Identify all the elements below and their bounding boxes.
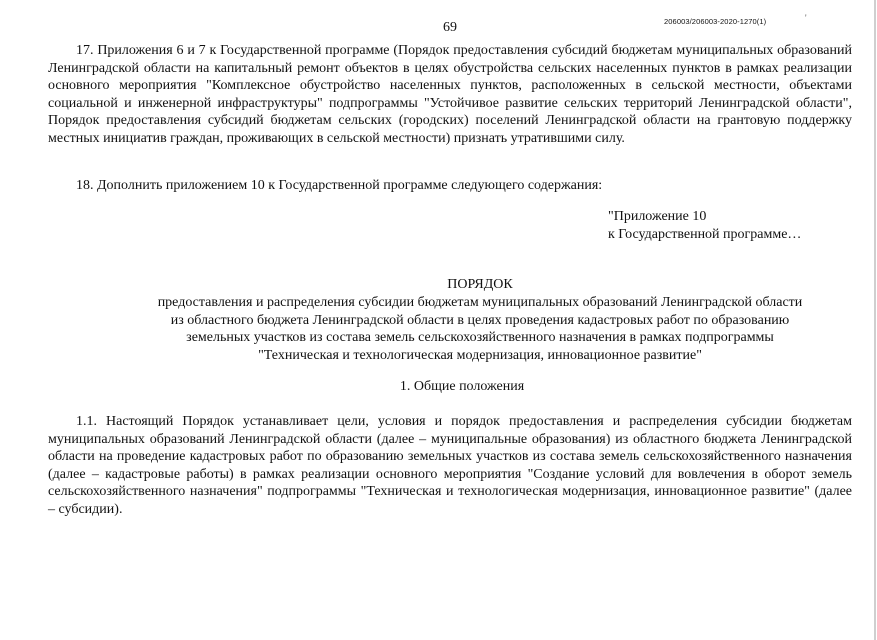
appendix-line-1: "Приложение 10 [608,209,707,224]
order-subtitle [80,294,877,364]
appendix-line-2: к Государственной программе… [608,226,802,242]
paragraph-18: 18. Дополнить приложением 10 к Государственной программе следующего содержания: [76,178,603,193]
page-number: 69 [443,20,457,35]
order-title: ПОРЯДОК [447,277,513,292]
order-subtitle-line: из областного бюджета Ленинградской области в целях проведения кадастровых работ по образованию [170,312,790,328]
order-subtitle-line: предоставления и распределения субсидии бюджетам муниципальных образований Ленинградской области [157,295,803,310]
order-subtitle-line: земельных участков из состава земель сельскохозяйственного назначения в рамках подпрограммы [186,330,774,346]
paragraph-1-1: 1.1. Настоящий Порядок устанавливает цели, условия и порядок предоставления и распределения субсидии бюджетам муниципальных образований Ленинградской области (далее – муниципальные образования) из областного бюджета Ленинградской области на проведение кадастровых работ по образованию земельных участков из состава земель сельскохозяйственного назначения (далее – кадастровые работы) в рамках реализации основного мероприятия "Создание условий для вовлечения в оборот земель сельскохозяйственного назначения" подпрограммы "Техническая и технологическая модернизация, инновационное развитие" (далее – субсидии). [48,414,852,517]
order-subtitle-line: "Техническая и технологическая модернизация, инновационное развитие" [258,347,702,363]
section-heading: 1. Общие положения [399,379,525,394]
document-code: 206003/206003-2020-1270(1) [664,17,767,26]
appendix-reference [608,208,801,243]
tick-mark: ' [805,13,807,23]
paragraph-17: 17. Приложения 6 и 7 к Государственной программе (Порядок предоставления субсидий бюджетам муниципальных образований Ленинградской области на капитальный ремонт объектов в целях обустройства сельских населенных пунктов в рамках реализации основного мероприятия "Комплексное обустройство населенных пунктов, расположенных в сельской местности, объектами социальной и инженерной инфраструктуры" подпрограммы "Устойчивое развитие сельских территорий Ленинградской области", Порядок предоставления субсидий бюджетам сельских (городских) поселений Ленинградской области на грантовую поддержку местных инициатив граждан, проживающих в сельской местности) признать утратившими силу. [48,43,852,146]
